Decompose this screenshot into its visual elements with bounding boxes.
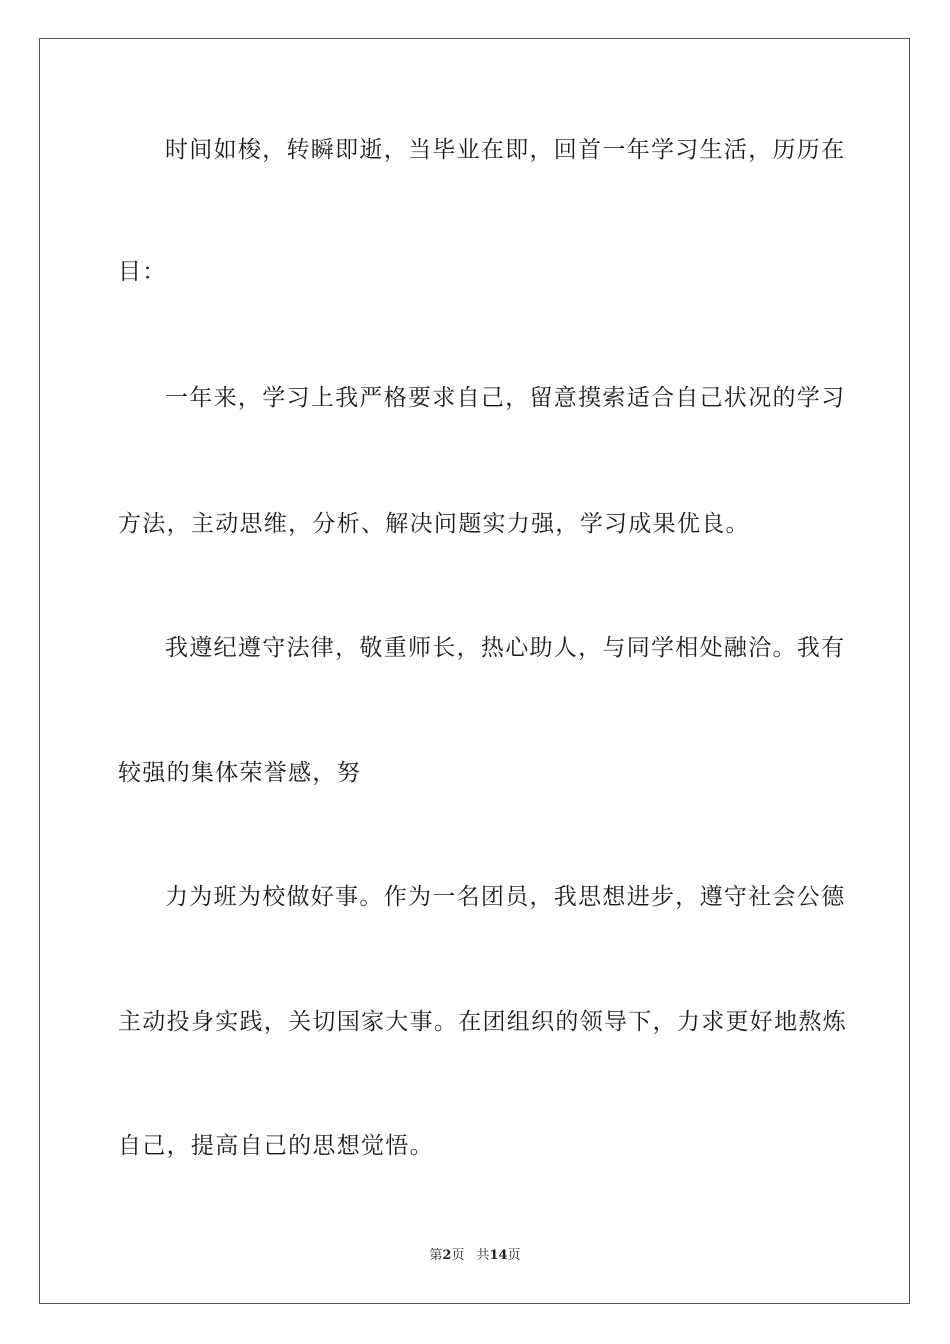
paragraph-line-4: 方法，主动思维，分析、解决问题实力强，学习成果优良。 [118,511,750,537]
total-pages: 14 [489,1248,508,1263]
paragraph-line-5: 我遵纪遵守法律，敬重师长，热心助人，与同学相处融洽。我有 [165,635,846,661]
paragraph-line-2: 目： [118,259,167,285]
total-label-prefix: 共 [476,1248,490,1263]
page-label-suffix: 页 [451,1248,465,1263]
page-footer [0,1247,950,1265]
paragraph-line-3: 一年来，学习上我严格要求自己，留意摸索适合自己状况的学习 [165,385,846,411]
paragraph-line-1: 时间如梭，转瞬即逝，当毕业在即，回首一年学习生活，历历在 [165,137,846,163]
paragraph-line-7: 力为班为校做好事。作为一名团员，我思想进步，遵守社会公德 [165,884,846,910]
paragraph-line-8: 主动投身实践，关切国家大事。在团组织的领导下，力求更好地熬炼 [118,1009,847,1035]
total-label-suffix: 页 [507,1248,521,1263]
paragraph-line-6: 较强的集体荣誉感，努 [118,760,361,786]
paragraph-line-9: 自己，提高自己的思想觉悟。 [118,1133,434,1159]
page-label-prefix: 第 [429,1248,443,1263]
page-border [39,38,910,1304]
page-number: 2 [442,1248,452,1263]
